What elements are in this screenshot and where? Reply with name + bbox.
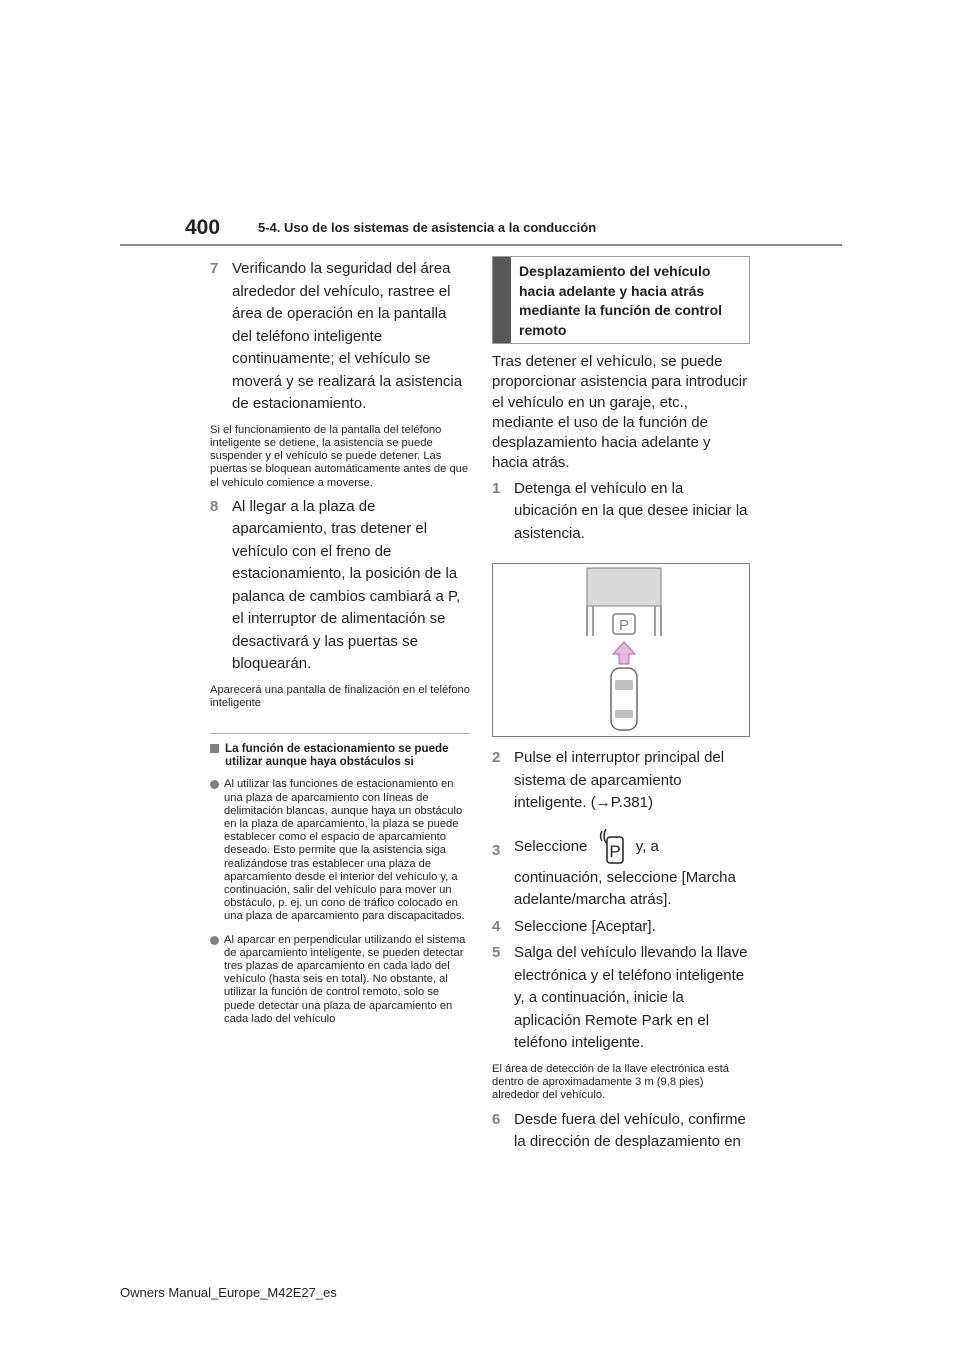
step-text: Verificando la seguridad del área alrededor del vehículo, rastree el área de operación en la pantalla del teléfono inteligente continuamente; el vehículo se moverá y se realizará la asistencia de estacionamiento. [232,260,463,412]
parking-p-label: P [618,617,630,635]
intro-text: Tras detener el vehículo, se puede proporcionar asistencia para introducir el vehículo en un garaje, etc., mediante el uso de la función de desplazamiento hacia adelante y hacia atrás. [492,353,748,472]
header-divider [120,244,842,246]
step-1 [492,478,750,546]
step-5-note: El área de detección de la llave electrónica está dentro de aproximadamente 3 m (9,8 pies) alrededor del vehículo. [492,1062,729,1102]
right-column [492,256,750,1154]
parking-assist-icon [598,827,626,867]
step-3-after: y, a continuación, seleccione [Marcha adelante/marcha atrás]. [514,837,736,909]
circle-bullet-icon [210,936,219,945]
info-heading [210,742,470,769]
step-text: Seleccione [Aceptar]. [514,917,656,935]
square-bullet-icon [210,744,219,753]
step-text: Pulse el interruptor principal del sistema de aparcamiento inteligente. (→P.381) [514,749,725,812]
step-number: 5 [492,944,501,962]
step-number: 4 [492,917,501,935]
step-8-note: Aparecerá una pantalla de finalización en el teléfono inteligente [210,683,470,710]
step-3-before: Seleccione [514,837,588,855]
parking-assist-icon-label: P [608,841,621,861]
step-8 [210,496,470,676]
car-windshield [615,680,633,690]
step-7-note: Si el funcionamiento de la pantalla del teléfono inteligente se detiene, la asistencia se puede suspender y el vehículo se puede detener. Las puertas se bloquean automáticamente antes de que el vehículo comience a moverse. [210,423,469,489]
arrow-up-icon [613,642,635,664]
car-rear-window [615,710,633,718]
step-2 [492,747,750,815]
info-divider [210,733,470,734]
page-number: 400 [185,216,221,239]
circle-bullet-icon [210,780,219,789]
step-text: Salga del vehículo llevando la llave electrónica y el teléfono inteligente y, a continuación, inicie la aplicación Remote Park en el teléfono inteligente. [514,944,748,1052]
step-6 [492,1109,750,1154]
left-column [210,254,470,1026]
step-text: Al llegar a la plaza de aparcamiento, tras detener el vehículo con el freno de estacionamiento, la posición de la palanca de cambios cambiará a P, el interruptor de alimentación se desactivará y las puertas se bloquearán. [232,497,461,673]
bullet-text: Al aparcar en perpendicular utilizando el sistema de aparcamiento inteligente, se pueden detectar tres plazas de aparcamiento en cada lado del vehículo (hasta seis en total). No obstante, al utilizar la función de control remoto, solo se puede detectar una plaza de aparcamiento en cada lado del vehículo [224,933,466,1025]
step-5 [492,942,750,1055]
garage-parking-illustration [492,563,750,737]
step-number: 8 [210,497,219,515]
step-number: 1 [492,479,501,497]
section-heading-box [492,256,750,344]
section-heading-bar [493,257,511,343]
step-text [514,827,750,912]
step-4 [492,916,750,939]
step-number: 2 [492,749,501,767]
step-text: Desde fuera del vehículo, confirme la dirección de desplazamiento en [514,1110,746,1151]
step-number: 6 [492,1110,501,1128]
step-3 [492,827,750,912]
info-heading-text: La función de estacionamiento se puede utilizar aunque haya obstáculos si [225,741,449,768]
bullet-item [210,778,470,923]
step-7 [210,258,470,416]
bullet-text: Al utilizar las funciones de estacionamiento en una plaza de aparcamiento con líneas de delimitación blancas, aunque haya un obstáculo en la plaza de aparcamiento, la plaza se puede establecer como el espacio de aparcamiento deseado. Esto permite que la asistencia siga realizándose tras establecer una plaza de aparcamiento desde el interior del vehículo y, a continuación, salir del vehículo para mover un obstáculo, p. ej. un cono de tráfico colocado en una plaza de aparcamiento para discapacitados. [224,778,465,923]
footer-text: Owners Manual_Europe_M42E27_es [120,1285,337,1300]
step-number: 7 [210,260,219,277]
bullet-item [210,934,470,1026]
section-heading-title: Desplazamiento del vehículo hacia adelante y hacia atrás mediante la función de control remoto [519,263,723,338]
chapter-title: 5-4. Uso de los sistemas de asistencia a la conducción [258,220,597,235]
step-number: 3 [492,841,501,859]
car-icon [611,668,637,730]
step-text: Detenga el vehículo en la ubicación en la que desee iniciar la asistencia. [514,479,748,542]
garage-roof [587,568,661,606]
illustration-svg [493,564,749,736]
